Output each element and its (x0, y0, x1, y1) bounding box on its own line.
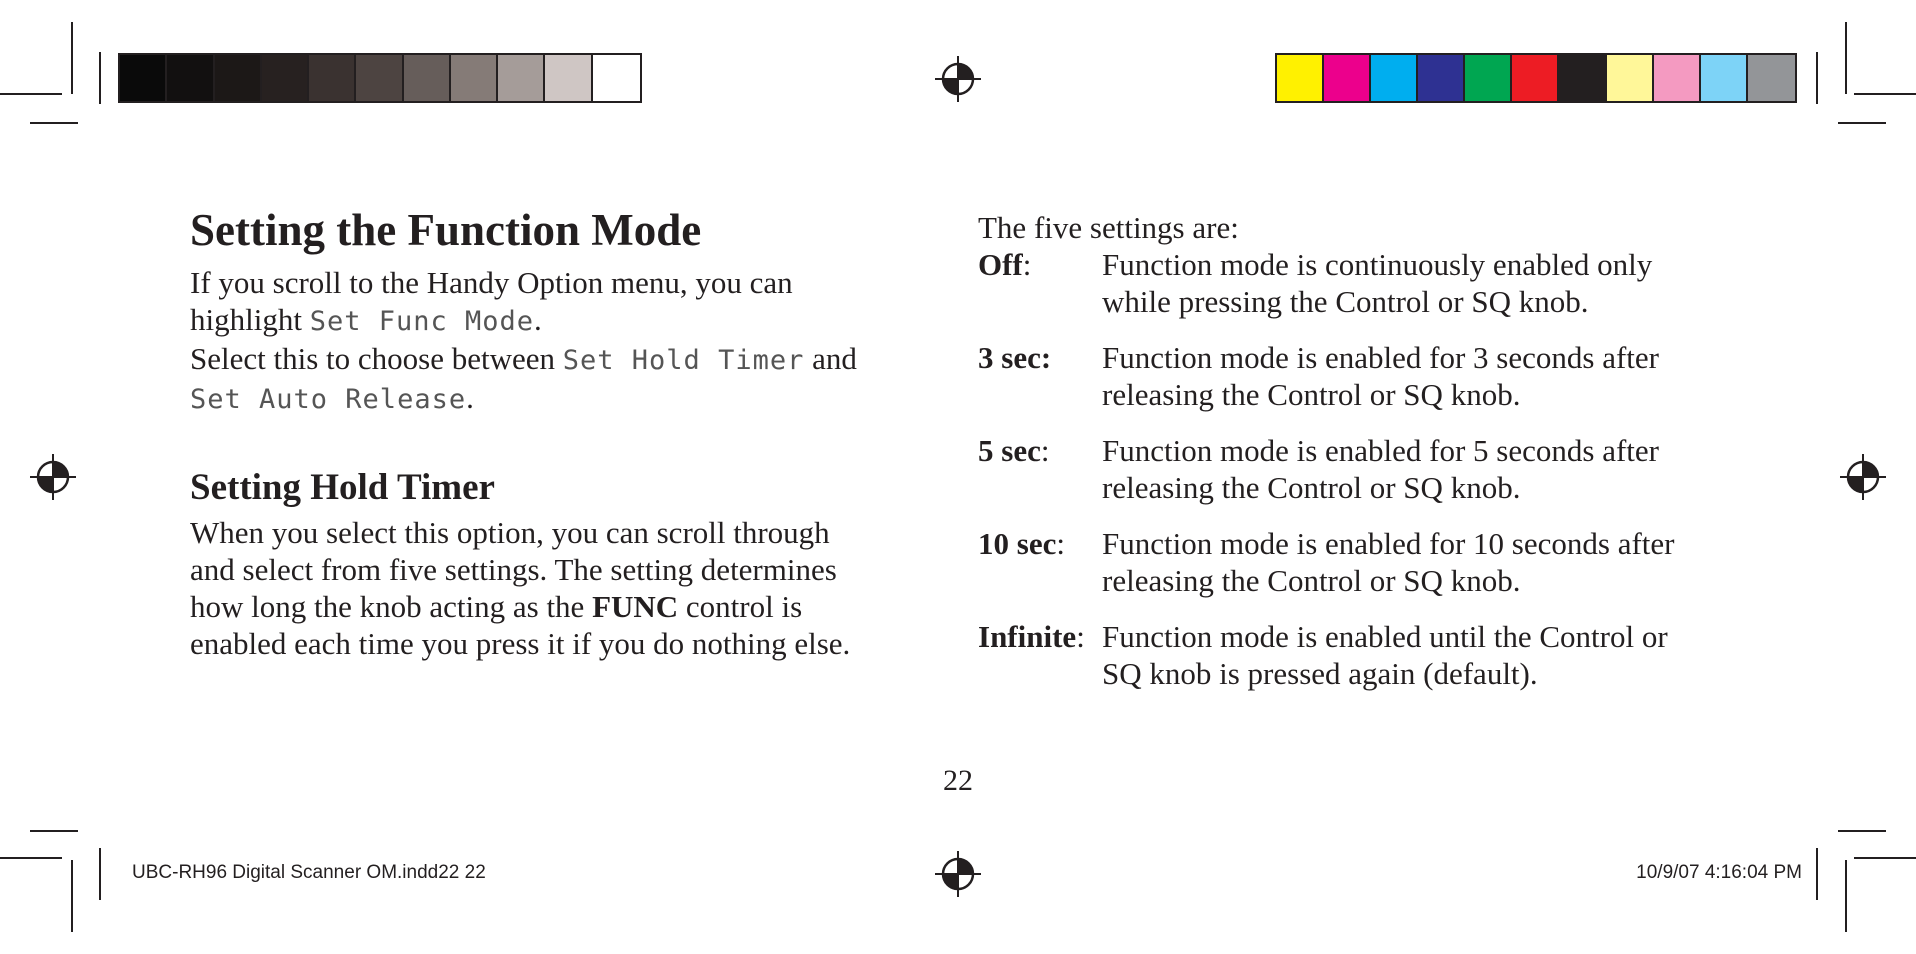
setting-desc: Function mode is enabled for 10 seconds after (1102, 526, 1675, 561)
color-swatch (356, 55, 403, 101)
lcd-text: Set Func Mode (309, 306, 535, 337)
text: how long the knob acting as the (190, 589, 593, 624)
setting-desc: releasing the Control or SQ knob. (1102, 470, 1521, 505)
color-swatch (1701, 55, 1748, 101)
setting-desc: Function mode is enabled for 5 seconds after (1102, 433, 1659, 468)
color-swatch (498, 55, 545, 101)
setting-desc: SQ knob is pressed again (default). (1102, 656, 1538, 691)
text: If you scroll to the Handy Option menu, you can (190, 265, 793, 300)
setting-item (978, 618, 1758, 698)
setting-sep: : (1040, 433, 1050, 468)
slug-filename: UBC-RH96 Digital Scanner OM.indd22 22 (132, 862, 486, 883)
intro-paragraph (190, 264, 920, 418)
setting-desc: Function mode is enabled until the Control or (1102, 619, 1668, 654)
slug-timestamp: 10/9/07 4:16:04 PM (1636, 862, 1802, 883)
func-keyword: FUNC (592, 589, 679, 624)
color-swatch (1324, 55, 1371, 101)
text: When you select this option, you can scroll through (190, 515, 830, 550)
setting-desc: while pressing the Control or SQ knob. (1102, 284, 1589, 319)
color-swatch (1512, 55, 1559, 101)
setting-term: Infinite (978, 619, 1077, 654)
setting-desc: Function mode is continuously enabled only (1102, 247, 1653, 282)
color-swatch (1371, 55, 1418, 101)
page-number: 22 (943, 764, 973, 797)
setting-sep: : (1076, 619, 1085, 654)
color-swatch (451, 55, 498, 101)
setting-item (978, 432, 1758, 512)
text: highlight (190, 302, 310, 337)
color-swatch (1607, 55, 1654, 101)
color-swatch (262, 55, 309, 101)
setting-sep: : (1056, 526, 1065, 561)
color-swatch (545, 55, 592, 101)
setting-term: 5 sec (978, 433, 1041, 468)
setting-desc: releasing the Control or SQ knob. (1102, 563, 1521, 598)
color-swatch (120, 55, 167, 101)
text: and (804, 341, 857, 376)
setting-item (978, 339, 1758, 419)
color-swatch (167, 55, 214, 101)
setting-desc: Function mode is enabled for 3 seconds after (1102, 340, 1659, 375)
color-swatch (1418, 55, 1465, 101)
setting-term: Off (978, 247, 1023, 282)
color-swatch (1559, 55, 1606, 101)
hold-timer-paragraph (190, 514, 930, 662)
registration-mark-icon (30, 454, 76, 500)
section-heading: Setting Hold Timer (190, 467, 495, 508)
page-title: Setting the Function Mode (190, 205, 702, 255)
color-swatch (1465, 55, 1512, 101)
setting-term: 3 sec: (978, 340, 1052, 375)
grayscale-color-bar (118, 53, 642, 103)
setting-item (978, 525, 1758, 605)
setting-item (978, 246, 1758, 326)
color-swatch (309, 55, 356, 101)
lcd-text: Set Auto Release (190, 384, 467, 415)
color-swatch (1277, 55, 1324, 101)
lcd-text: Set Hold Timer (562, 345, 805, 376)
registration-mark-icon (935, 851, 981, 897)
color-swatch (1654, 55, 1701, 101)
text: enabled each time you press it if you do nothing else. (190, 626, 851, 661)
text: . (534, 302, 542, 337)
registration-mark-icon (1840, 454, 1886, 500)
color-swatch (215, 55, 262, 101)
text: control is (678, 589, 803, 624)
text: Select this to choose between (190, 341, 563, 376)
setting-desc: releasing the Control or SQ knob. (1102, 377, 1521, 412)
setting-term: 10 sec (978, 526, 1057, 561)
registration-mark-icon (935, 56, 981, 102)
setting-sep: : (1022, 247, 1032, 282)
text: . (466, 380, 474, 415)
text: and select from five settings. The setting determines (190, 552, 837, 587)
color-swatch (1748, 55, 1795, 101)
color-swatch (404, 55, 451, 101)
process-color-bar (1275, 53, 1797, 103)
settings-intro: The five settings are: (978, 210, 1239, 245)
color-swatch (593, 55, 640, 101)
